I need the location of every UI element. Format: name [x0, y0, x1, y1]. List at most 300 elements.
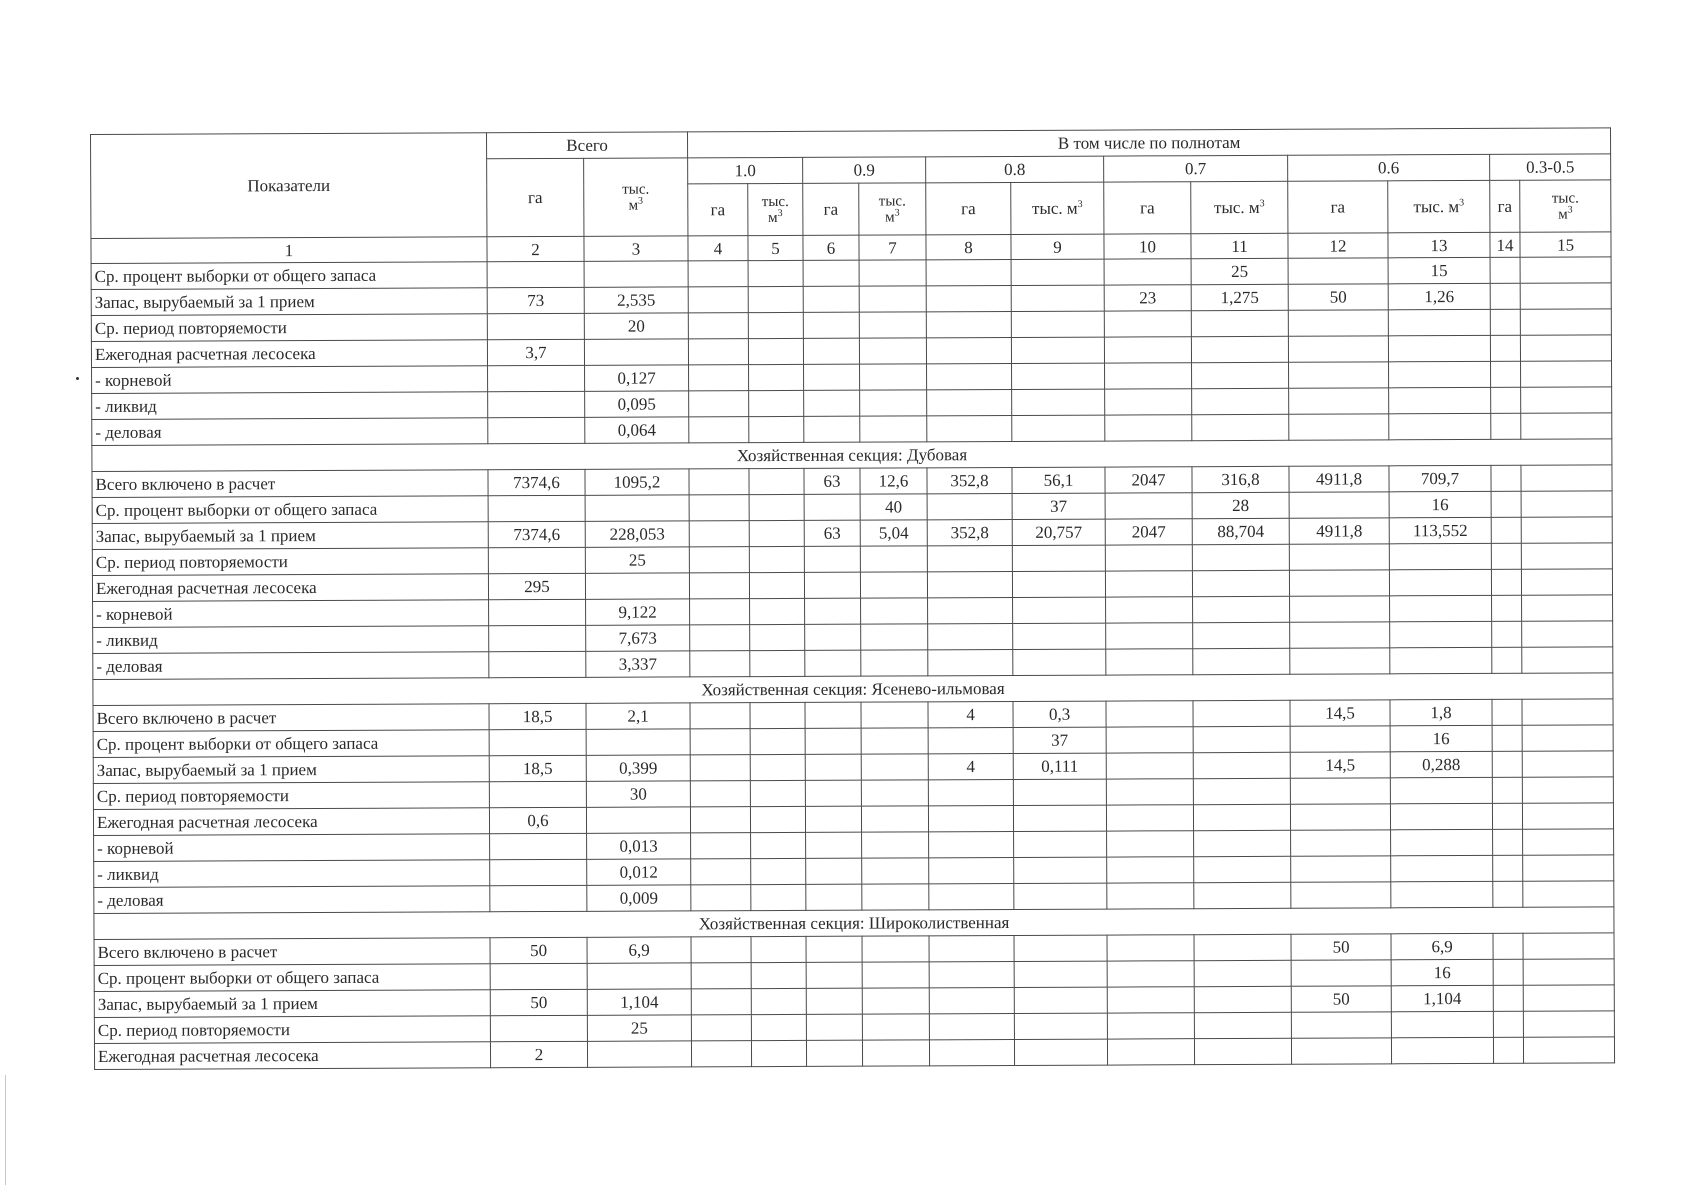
row-label: - деловая: [93, 652, 489, 680]
table-cell: [1288, 336, 1388, 362]
table-cell: [862, 884, 929, 910]
table-cell: [1014, 1039, 1107, 1065]
table-cell: [1105, 493, 1192, 519]
table-cell: [1523, 829, 1614, 855]
table-cell: [862, 936, 929, 962]
table-cell: [1193, 778, 1290, 804]
row-label: Ежегодная расчетная лесосека: [91, 340, 487, 368]
table-cell: [1492, 777, 1522, 803]
table-cell: [749, 364, 804, 390]
column-number: 8: [926, 234, 1011, 259]
table-cell: [1522, 803, 1613, 829]
unit-volume-0-9: тыс. $м^3$: [859, 183, 926, 235]
table-cell: [928, 623, 1013, 649]
table-cell: [805, 806, 861, 832]
table-cell: [1391, 855, 1493, 881]
unit-ha-1-0: га: [688, 184, 748, 236]
row-label: Всего включено в расчет: [94, 938, 490, 966]
table-cell: 2047: [1105, 467, 1192, 493]
table-cell: 4911,8: [1289, 466, 1389, 492]
table-cell: [1290, 596, 1390, 622]
table-cell: [748, 338, 803, 364]
table-cell: 1095,2: [585, 469, 689, 495]
table-cell: [1492, 647, 1522, 673]
table-cell: [1491, 361, 1521, 387]
table-cell: 6,9: [1391, 933, 1493, 959]
table-cell: [1391, 1037, 1493, 1063]
table-cell: [1491, 465, 1521, 491]
table-cell: [1106, 623, 1193, 649]
table-cell: [749, 416, 804, 442]
table-cell: [488, 365, 585, 391]
row-label: Запас, вырубаемый за 1 прием: [93, 756, 489, 784]
table-cell: [926, 337, 1011, 363]
table-cell: [1193, 804, 1290, 830]
table-cell: 28: [1192, 492, 1289, 518]
table-cell: [1289, 362, 1389, 388]
table-cell: [1104, 311, 1191, 337]
table-cell: [1288, 258, 1388, 284]
table-cell: [859, 286, 926, 312]
table-cell: [748, 260, 803, 286]
table-cell: [749, 494, 804, 520]
table-cell: 20: [584, 313, 688, 339]
table-cell: 2047: [1105, 519, 1192, 545]
row-label: Запас, вырубаемый за 1 прием: [92, 522, 488, 550]
column-number: 9: [1011, 234, 1104, 259]
table-cell: [862, 1040, 929, 1066]
table-row: [94, 1037, 1614, 1070]
cutting-area-table: [90, 127, 1615, 1070]
table-cell: [860, 546, 927, 572]
table-cell: [1012, 545, 1105, 571]
table-cell: [750, 728, 805, 754]
row-label: Ср. период повторяемости: [93, 782, 489, 810]
table-cell: 0,009: [587, 885, 691, 911]
table-cell: 7374,6: [488, 469, 585, 495]
unit-ha-0-8: га: [926, 182, 1011, 234]
table-cell: [1291, 960, 1391, 986]
table-cell: [690, 807, 750, 833]
table-cell: [927, 545, 1012, 571]
column-number: 6: [803, 235, 859, 260]
table-cell: [1490, 283, 1520, 309]
density-0-9: 0.9: [803, 157, 926, 184]
table-cell: [490, 1015, 587, 1041]
table-cell: 20,757: [1012, 519, 1105, 545]
table-cell: [1290, 622, 1390, 648]
table-cell: [749, 468, 804, 494]
table-cell: 7,673: [586, 625, 690, 651]
table-cell: [1389, 569, 1491, 595]
row-label: Ежегодная расчетная лесосека: [93, 808, 489, 836]
table-cell: 0,6: [489, 807, 586, 833]
row-label: Запас, вырубаемый за 1 прием: [91, 288, 487, 316]
table-cell: [1193, 726, 1290, 752]
row-label: Ср. процент выборки от общего запаса: [91, 262, 487, 290]
table-cell: [748, 312, 803, 338]
table-cell: [1107, 1013, 1194, 1039]
table-cell: [861, 780, 928, 806]
table-cell: [1390, 595, 1492, 621]
unit-ha-0-7: га: [1104, 182, 1191, 234]
table-cell: [1291, 1012, 1391, 1038]
table-cell: [750, 624, 805, 650]
table-cell: [1522, 777, 1613, 803]
table-cell: 1,275: [1191, 284, 1288, 310]
table-cell: [805, 624, 861, 650]
table-cell: [862, 858, 929, 884]
row-label: - деловая: [94, 886, 490, 914]
table-cell: [489, 651, 586, 677]
table-cell: 16: [1391, 959, 1493, 985]
table-cell: [806, 1014, 862, 1040]
table-cell: 295: [488, 573, 585, 599]
column-number: 15: [1520, 232, 1611, 257]
table-cell: [1290, 648, 1390, 674]
column-number: 4: [688, 236, 748, 261]
table-cell: [861, 598, 928, 624]
table-cell: [1012, 415, 1105, 441]
table-cell: [926, 311, 1011, 337]
table-cell: [689, 495, 749, 521]
table-cell: [805, 702, 861, 728]
table-cell: [691, 1041, 751, 1067]
table-cell: [488, 417, 585, 443]
table-cell: [929, 961, 1014, 987]
table-cell: [1291, 856, 1391, 882]
table-cell: [862, 962, 929, 988]
table-cell: 23: [1104, 285, 1191, 311]
table-cell: [1107, 961, 1194, 987]
table-cell: [860, 390, 927, 416]
table-cell: [1291, 1038, 1391, 1064]
table-cell: [1389, 543, 1491, 569]
unit-volume-0-8: тыс. $м^3$: [1011, 182, 1104, 234]
table-cell: [750, 650, 805, 676]
unit-volume-1-0: тыс. $м^3$: [748, 183, 803, 235]
unit-volume-0-6: тыс. $м^3$: [1388, 180, 1490, 232]
table-cell: [1492, 699, 1522, 725]
column-number: 10: [1104, 234, 1191, 259]
table-cell: [1014, 935, 1107, 961]
row-label: Ежегодная расчетная лесосека: [92, 574, 488, 602]
column-number: 12: [1288, 233, 1388, 258]
table-cell: [806, 936, 862, 962]
table-cell: [804, 364, 860, 390]
table-cell: [1389, 387, 1491, 413]
table-cell: [690, 755, 750, 781]
table-cell: [690, 625, 750, 651]
table-cell: [860, 416, 927, 442]
section-title: Хозяйственная секция: Широколиственная: [94, 907, 1614, 940]
table-cell: [1520, 283, 1611, 309]
table-cell: [1194, 1038, 1291, 1064]
table-cell: [1194, 960, 1291, 986]
table-cell: [1493, 985, 1523, 1011]
table-cell: [1106, 649, 1193, 675]
table-cell: [688, 261, 748, 287]
table-cell: [803, 312, 859, 338]
table-cell: [751, 832, 806, 858]
table-cell: [487, 313, 584, 339]
table-cell: [927, 493, 1012, 519]
table-cell: [1012, 363, 1105, 389]
table-cell: [1389, 413, 1491, 439]
table-cell: 50: [490, 937, 587, 963]
table-cell: [751, 1040, 806, 1066]
table-cell: [1011, 311, 1104, 337]
table-cell: [806, 832, 862, 858]
table-cell: [587, 963, 691, 989]
table-cell: [928, 727, 1013, 753]
table-cell: [929, 1013, 1014, 1039]
row-label: Ср. период повторяемости: [94, 1016, 490, 1044]
table-cell: [1523, 985, 1614, 1011]
table-cell: 88,704: [1192, 518, 1289, 544]
table-cell: [805, 780, 861, 806]
density-0-7: 0.7: [1104, 155, 1288, 182]
row-label: - корневой: [93, 600, 489, 628]
scan-speck: [76, 377, 79, 380]
table-cell: [1492, 751, 1522, 777]
table-cell: [929, 857, 1014, 883]
table-cell: [1493, 1037, 1523, 1063]
table-cell: [1291, 830, 1391, 856]
table-cell: [489, 729, 586, 755]
table-cell: [1191, 336, 1288, 362]
table-cell: [1390, 647, 1492, 673]
table-cell: [751, 936, 806, 962]
table-cell: [489, 781, 586, 807]
table-header: [91, 128, 1612, 264]
table-cell: [1389, 361, 1491, 387]
table-cell: 9,122: [586, 599, 690, 625]
table-cell: [1193, 752, 1290, 778]
row-label: - ликвид: [92, 392, 488, 420]
row-label: - ликвид: [94, 860, 490, 888]
table-cell: [1014, 987, 1107, 1013]
table-cell: [749, 572, 804, 598]
row-label: - корневой: [92, 366, 488, 394]
table-cell: [804, 494, 860, 520]
table-cell: 5,04: [860, 520, 927, 546]
table-cell: 4911,8: [1289, 518, 1389, 544]
table-cell: [928, 597, 1013, 623]
table-cell: [1521, 517, 1612, 543]
table-cell: [1194, 830, 1291, 856]
table-cell: [1194, 856, 1291, 882]
table-cell: 25: [1191, 258, 1288, 284]
table-cell: [1107, 935, 1194, 961]
header-indicators: Показатели: [91, 133, 487, 239]
table-cell: [927, 363, 1012, 389]
column-number: 3: [584, 236, 688, 261]
table-cell: [1106, 701, 1193, 727]
table-cell: [804, 572, 860, 598]
table-cell: [490, 833, 587, 859]
table-cell: [1192, 570, 1289, 596]
table-cell: [750, 754, 805, 780]
row-label: Запас, вырубаемый за 1 прием: [94, 990, 490, 1018]
table-cell: 0,095: [585, 391, 689, 417]
table-cell: [688, 313, 748, 339]
table-cell: [748, 286, 803, 312]
table-cell: [690, 729, 750, 755]
table-cell: 352,8: [927, 519, 1012, 545]
table-cell: [1521, 465, 1612, 491]
header-total-volume: тыс. $м^3$: [584, 158, 688, 236]
table-cell: [804, 546, 860, 572]
table-cell: [750, 598, 805, 624]
table-cell: [1491, 413, 1521, 439]
table-cell: [1193, 596, 1290, 622]
table-cell: 63: [804, 468, 860, 494]
table-cell: [1104, 259, 1191, 285]
table-cell: [1013, 623, 1106, 649]
table-cell: [586, 807, 690, 833]
table-cell: [1521, 543, 1612, 569]
table-cell: [1491, 517, 1521, 543]
table-cell: [488, 495, 585, 521]
table-cell: [1290, 804, 1390, 830]
table-cell: [1107, 1039, 1194, 1065]
table-cell: [1492, 803, 1522, 829]
table-cell: [1013, 597, 1106, 623]
table-cell: [803, 260, 859, 286]
table-cell: [1493, 855, 1523, 881]
table-cell: 113,552: [1389, 517, 1491, 543]
table-cell: 1,104: [587, 989, 691, 1015]
table-cell: [691, 963, 751, 989]
table-cell: [751, 884, 806, 910]
row-label: Ср. процент выборки от общего запаса: [93, 730, 489, 758]
table-cell: [689, 573, 749, 599]
table-cell: [1289, 570, 1389, 596]
table-cell: [1520, 257, 1611, 283]
table-cell: [690, 703, 750, 729]
table-cell: [749, 390, 804, 416]
table-cell: [1106, 779, 1193, 805]
section-title: Хозяйственная секция: Ясенево-ильмовая: [93, 673, 1613, 706]
document-sheet: [90, 127, 1614, 1090]
table-cell: [1523, 1037, 1614, 1063]
table-cell: 316,8: [1192, 466, 1289, 492]
table-cell: [749, 546, 804, 572]
table-cell: [689, 547, 749, 573]
table-cell: [1520, 335, 1611, 361]
table-cell: [806, 962, 862, 988]
table-cell: [689, 469, 749, 495]
table-cell: [1014, 831, 1107, 857]
table-cell: [927, 415, 1012, 441]
table-cell: [929, 935, 1014, 961]
row-label: Всего включено в расчет: [93, 704, 489, 732]
table-cell: 40: [860, 494, 927, 520]
table-cell: 16: [1389, 491, 1491, 517]
table-cell: 14,5: [1290, 700, 1390, 726]
table-cell: [1192, 388, 1289, 414]
row-label: Всего включено в расчет: [92, 470, 488, 498]
column-number: 14: [1490, 232, 1520, 257]
table-cell: [1107, 831, 1194, 857]
table-cell: [804, 390, 860, 416]
table-cell: 50: [1291, 986, 1391, 1012]
table-cell: [689, 417, 749, 443]
table-cell: [689, 365, 749, 391]
table-cell: [861, 624, 928, 650]
table-cell: [691, 833, 751, 859]
table-cell: 1,8: [1390, 699, 1492, 725]
table-cell: 0,111: [1013, 753, 1106, 779]
table-cell: [489, 599, 586, 625]
column-number: 2: [487, 236, 584, 261]
table-cell: 0,288: [1390, 751, 1492, 777]
table-cell: 0,012: [587, 859, 691, 885]
table-cell: [1523, 855, 1614, 881]
table-cell: [1521, 361, 1612, 387]
table-cell: [1192, 362, 1289, 388]
table-cell: [805, 650, 861, 676]
table-cell: [749, 520, 804, 546]
table-cell: [1491, 569, 1521, 595]
table-cell: [1106, 753, 1193, 779]
table-cell: [1523, 1011, 1614, 1037]
table-cell: [860, 364, 927, 390]
table-cell: [488, 547, 585, 573]
table-cell: [1011, 259, 1104, 285]
table-cell: [1011, 285, 1104, 311]
table-cell: [861, 754, 928, 780]
table-cell: [1106, 805, 1193, 831]
density-0-8: 0.8: [926, 156, 1104, 183]
table-cell: [1521, 569, 1612, 595]
table-cell: [1521, 387, 1612, 413]
table-cell: [859, 338, 926, 364]
table-cell: 228,053: [585, 521, 689, 547]
table-cell: [691, 859, 751, 885]
table-cell: 15: [1388, 257, 1490, 283]
table-cell: [1390, 803, 1492, 829]
table-cell: [1522, 595, 1613, 621]
table-cell: [1012, 571, 1105, 597]
table-cell: [487, 261, 584, 287]
table-cell: [1194, 1012, 1291, 1038]
column-number: 1: [91, 237, 487, 264]
section-title: Хозяйственная секция: Дубовая: [92, 439, 1612, 472]
table-cell: [1493, 881, 1523, 907]
table-body: [91, 257, 1615, 1070]
table-cell: 50: [1288, 284, 1388, 310]
table-cell: [1014, 961, 1107, 987]
unit-volume-0-7: тыс. $м^3$: [1191, 181, 1288, 233]
table-cell: 73: [487, 287, 584, 313]
table-cell: [1522, 725, 1613, 751]
table-cell: [1107, 987, 1194, 1013]
table-cell: [1289, 544, 1389, 570]
table-cell: 4: [928, 701, 1013, 727]
table-cell: [1520, 309, 1611, 335]
table-cell: [1521, 413, 1612, 439]
table-cell: [586, 729, 690, 755]
table-cell: [1523, 933, 1614, 959]
table-cell: [585, 495, 689, 521]
header-total-ha: га: [487, 158, 584, 236]
table-cell: [1522, 751, 1613, 777]
table-cell: [1013, 779, 1106, 805]
table-cell: [750, 780, 805, 806]
table-cell: [1192, 544, 1289, 570]
